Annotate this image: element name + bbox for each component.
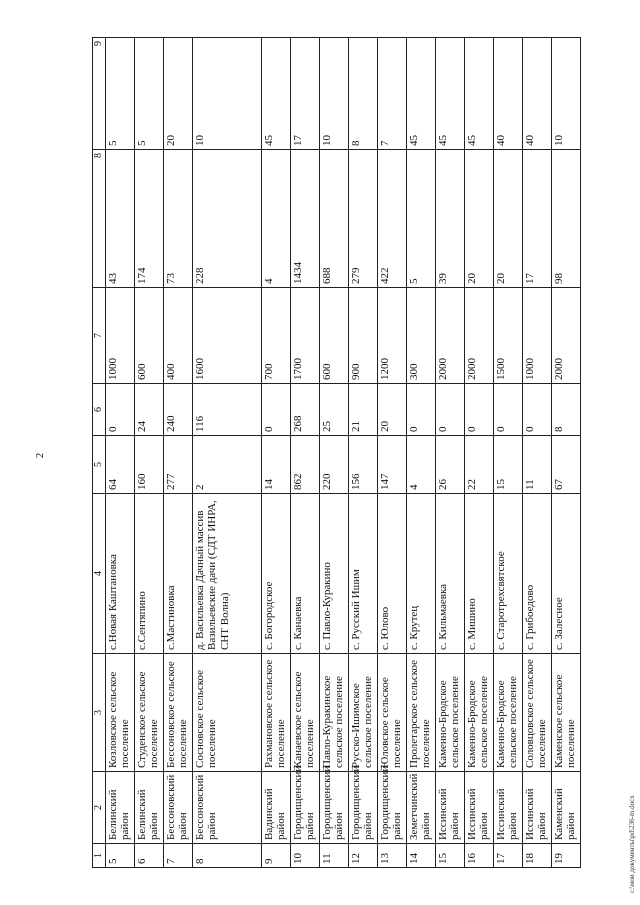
table-row (348, 38, 377, 868)
table-cell: с.Сентяпино (134, 494, 163, 654)
table-cell: 21 (348, 384, 377, 436)
table-cell: 862 (290, 436, 319, 494)
header-cell: 9 (93, 38, 106, 150)
page-number: 2 (35, 453, 46, 458)
table-cell: Каменно-Бродское сельское поселение (493, 654, 522, 772)
table-cell: Юловское сельское поселение (377, 654, 406, 772)
table-cell: 422 (377, 150, 406, 288)
table-row (406, 38, 435, 868)
table-cell: 10 (192, 38, 261, 150)
table-cell: с. Грибоедово (522, 494, 551, 654)
table-cell: 0 (261, 384, 290, 436)
table-cell: Белинский район (105, 772, 134, 844)
table-row (134, 38, 163, 868)
header-cell: 2 (93, 772, 106, 844)
table-cell: Павло-Куракинское сельское поселение (319, 654, 348, 772)
table-cell: 2000 (551, 288, 580, 384)
table-cell: 40 (493, 38, 522, 150)
data-table (92, 37, 581, 868)
rotated-table-container (92, 38, 612, 868)
table-cell: 688 (319, 150, 348, 288)
table-row (435, 38, 464, 868)
table-cell: Каменно-Бродское сельское поселение (464, 654, 493, 772)
table-cell: 1700 (290, 288, 319, 384)
table-cell: 10 (319, 38, 348, 150)
table-cell: 1000 (105, 288, 134, 384)
table-cell: 147 (377, 436, 406, 494)
table-cell: Иссинский район (522, 772, 551, 844)
table-cell: 279 (348, 150, 377, 288)
table-cell: 45 (435, 38, 464, 150)
table-cell: Канаевское сельское поселение (290, 654, 319, 772)
table-row (522, 38, 551, 868)
table-cell: 240 (163, 384, 192, 436)
table-cell: Бессоновское сельское поселение (163, 654, 192, 772)
table-cell: 600 (319, 288, 348, 384)
table-cell: Бессоновский район (192, 772, 261, 844)
table-cell: Сосновское сельское поселение (192, 654, 261, 772)
table-cell: 64 (105, 436, 134, 494)
table-cell: 4 (261, 150, 290, 288)
table-cell: 73 (163, 150, 192, 288)
table-row (192, 38, 261, 868)
table-cell: 9 (261, 844, 290, 868)
header-cell: 3 (93, 654, 106, 772)
table-cell: с. Юлово (377, 494, 406, 654)
table-cell: 2000 (435, 288, 464, 384)
table-cell: 4 (406, 436, 435, 494)
table-cell: 700 (261, 288, 290, 384)
table-cell: с. Залесное (551, 494, 580, 654)
table-cell: 8 (551, 384, 580, 436)
table-cell: 400 (163, 288, 192, 384)
header-cell: 8 (93, 150, 106, 288)
table-cell: 15 (435, 844, 464, 868)
table-row (261, 38, 290, 868)
table-cell: Бессоновский район (163, 772, 192, 844)
table-cell: 10 (290, 844, 319, 868)
table-cell: 18 (522, 844, 551, 868)
table-cell: Иссинский район (464, 772, 493, 844)
table-cell: 45 (261, 38, 290, 150)
table-cell: Соловцовское сельское поселение (522, 654, 551, 772)
table-cell: с. Русский Ишим (348, 494, 377, 654)
table-cell: Каменский район (551, 772, 580, 844)
table-cell: 300 (406, 288, 435, 384)
table-cell: 0 (464, 384, 493, 436)
footer-file-path: c:\мои документы\pd\236-m.docx (628, 795, 636, 893)
table-cell: 6 (134, 844, 163, 868)
table-cell: 14 (406, 844, 435, 868)
table-cell: 1600 (192, 288, 261, 384)
table-cell: 174 (134, 150, 163, 288)
table-cell: 39 (435, 150, 464, 288)
table-cell: Иссинский район (435, 772, 464, 844)
table-cell: Вадинский район (261, 772, 290, 844)
table-cell: 156 (348, 436, 377, 494)
table-cell: 17 (493, 844, 522, 868)
table-cell: 15 (493, 436, 522, 494)
table-cell: Пролетарское сельское поселение (406, 654, 435, 772)
table-cell: Иссинский район (493, 772, 522, 844)
table-cell: 67 (551, 436, 580, 494)
table-cell: с. Крутец (406, 494, 435, 654)
table-cell: 5 (105, 38, 134, 150)
table-cell: 5 (105, 844, 134, 868)
table-cell: Русско-Ишимское сельское поселение (348, 654, 377, 772)
table-cell: 13 (377, 844, 406, 868)
table-cell: Городищенский район (377, 772, 406, 844)
table-cell: с. Богородское (261, 494, 290, 654)
table-cell: 40 (522, 38, 551, 150)
table-cell: 19 (551, 844, 580, 868)
table-cell: 26 (435, 436, 464, 494)
table-cell: с. Старотрехсвятское (493, 494, 522, 654)
table-cell: 20 (493, 150, 522, 288)
table-cell: 20 (163, 38, 192, 150)
table-cell: 220 (319, 436, 348, 494)
table-row (551, 38, 580, 868)
table-cell: 98 (551, 150, 580, 288)
table-cell: 11 (319, 844, 348, 868)
table-cell: 25 (319, 384, 348, 436)
table-cell: Городищенский район (348, 772, 377, 844)
table-cell: 1434 (290, 150, 319, 288)
table-cell: с. Канаевка (290, 494, 319, 654)
table-cell: 20 (377, 384, 406, 436)
table-row (377, 38, 406, 868)
table-cell: 600 (134, 288, 163, 384)
table-row (464, 38, 493, 868)
header-cell: 1 (93, 844, 106, 868)
table-cell: 11 (522, 436, 551, 494)
table-cell: с.Новая Каштановка (105, 494, 134, 654)
table-cell: с. Кильмаевка (435, 494, 464, 654)
table-cell: Каменское сельское поселение (551, 654, 580, 772)
table-cell: Студенское сельское поселение (134, 654, 163, 772)
table-cell: 0 (406, 384, 435, 436)
table-cell: 900 (348, 288, 377, 384)
table-cell: 1500 (493, 288, 522, 384)
table-cell: 5 (134, 38, 163, 150)
table-row (493, 38, 522, 868)
table-row (105, 38, 134, 868)
table-cell: Городищенский район (290, 772, 319, 844)
table-cell: 0 (522, 384, 551, 436)
table-cell: 8 (192, 844, 261, 868)
table-cell: 2 (192, 436, 261, 494)
table-row (163, 38, 192, 868)
table-cell: д. Васильевка Дачный массив Вазильевские дачи (СДТ ИНРА, СНТ Волна) (192, 494, 261, 654)
table-cell: Белинский район (134, 772, 163, 844)
table-cell: 45 (464, 38, 493, 150)
table-cell: 22 (464, 436, 493, 494)
table-cell: Городищенский район (319, 772, 348, 844)
table-cell: 0 (105, 384, 134, 436)
table-cell: Рахмановское сельское поселение (261, 654, 290, 772)
table-cell: Земетчинский район (406, 772, 435, 844)
table-cell: 17 (522, 150, 551, 288)
table-cell: 2000 (464, 288, 493, 384)
table-cell: 12 (348, 844, 377, 868)
table-cell: с. Мишино (464, 494, 493, 654)
table-cell: 160 (134, 436, 163, 494)
header-cell: 7 (93, 288, 106, 384)
table-cell: 277 (163, 436, 192, 494)
table-row (319, 38, 348, 868)
table-cell: 24 (134, 384, 163, 436)
table-cell: 228 (192, 150, 261, 288)
table-cell: 0 (493, 384, 522, 436)
table-cell: 268 (290, 384, 319, 436)
table-cell: 10 (551, 38, 580, 150)
table-cell: 1000 (522, 288, 551, 384)
table-cell: 17 (290, 38, 319, 150)
table-cell: 1200 (377, 288, 406, 384)
table-cell: 14 (261, 436, 290, 494)
table-header-row (93, 38, 106, 868)
header-cell: 4 (93, 494, 106, 654)
table-cell: с. Павло-Куракино (319, 494, 348, 654)
table-cell: Козловское сельское поселение (105, 654, 134, 772)
table-cell: 7 (377, 38, 406, 150)
header-cell: 5 (93, 436, 106, 494)
table-cell: 116 (192, 384, 261, 436)
table-cell: 5 (406, 150, 435, 288)
table-cell: 0 (435, 384, 464, 436)
header-cell: 6 (93, 384, 106, 436)
table-cell: с.Мастиновка (163, 494, 192, 654)
table-cell: 7 (163, 844, 192, 868)
table-cell: 16 (464, 844, 493, 868)
table-cell: 45 (406, 38, 435, 150)
table-cell: 20 (464, 150, 493, 288)
table-cell: 43 (105, 150, 134, 288)
table-row (290, 38, 319, 868)
table-cell: 8 (348, 38, 377, 150)
table-cell: Каменно-Бродское сельское поселение (435, 654, 464, 772)
table-body (105, 38, 580, 868)
